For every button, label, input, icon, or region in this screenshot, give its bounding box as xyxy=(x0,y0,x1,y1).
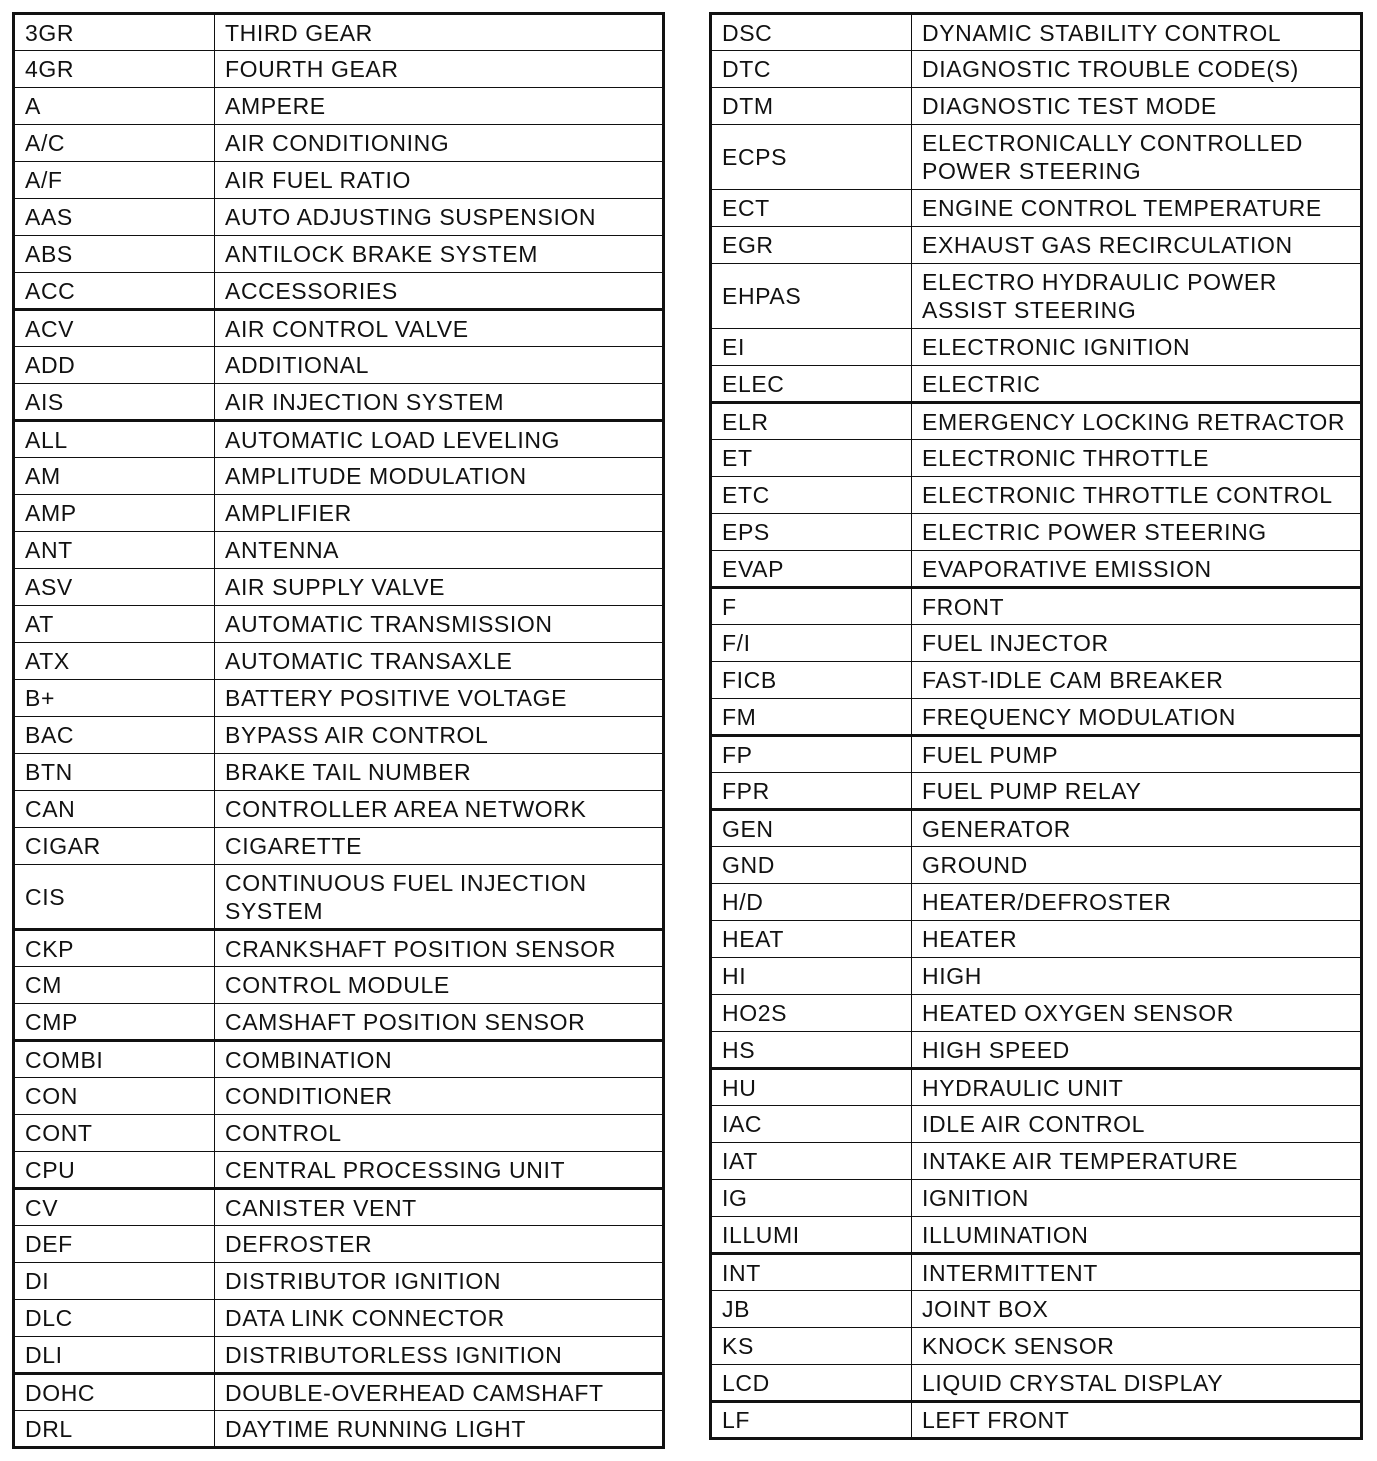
abbreviation-meaning: FUEL PUMP xyxy=(912,736,1362,773)
abbreviation-code: ALL xyxy=(14,421,215,458)
abbreviation-meaning: AUTOMATIC TRANSMISSION xyxy=(215,606,664,643)
abbreviation-meaning: AUTOMATIC LOAD LEVELING xyxy=(215,421,664,458)
table-row xyxy=(711,625,1362,662)
table-row xyxy=(711,884,1362,921)
abbreviation-meaning: ANTENNA xyxy=(215,532,664,569)
table-row xyxy=(14,791,664,828)
abbreviation-meaning: CENTRAL PROCESSING UNIT xyxy=(215,1152,664,1189)
abbreviation-code: CONT xyxy=(14,1115,215,1152)
table-row xyxy=(711,264,1362,329)
table-row xyxy=(14,1411,664,1448)
abbreviation-meaning: HIGH SPEED xyxy=(912,1032,1362,1069)
abbreviation-code: EPS xyxy=(711,514,912,551)
abbreviation-meaning: CONTROL xyxy=(215,1115,664,1152)
abbreviation-code: ETC xyxy=(711,477,912,514)
abbreviation-code: KS xyxy=(711,1328,912,1365)
table-row xyxy=(711,810,1362,847)
abbreviation-code: CAN xyxy=(14,791,215,828)
abbreviation-meaning: DAYTIME RUNNING LIGHT xyxy=(215,1411,664,1448)
abbreviation-code: ILLUMI xyxy=(711,1217,912,1254)
table-row xyxy=(711,477,1362,514)
table-row xyxy=(14,14,664,51)
table-row xyxy=(14,310,664,347)
table-row xyxy=(14,930,664,967)
table-row xyxy=(711,1291,1362,1328)
abbreviation-meaning: COMBINATION xyxy=(215,1041,664,1078)
abbreviation-code: 3GR xyxy=(14,14,215,51)
abbreviation-meaning: ELECTRONICALLY CONTROLLED POWER STEERING xyxy=(912,125,1362,190)
abbreviation-code: AM xyxy=(14,458,215,495)
table-row xyxy=(711,329,1362,366)
abbreviation-meaning: ENGINE CONTROL TEMPERATURE xyxy=(912,190,1362,227)
table-row xyxy=(14,967,664,1004)
abbreviation-meaning: GENERATOR xyxy=(912,810,1362,847)
abbreviation-code: JB xyxy=(711,1291,912,1328)
abbreviation-code: DLC xyxy=(14,1300,215,1337)
abbreviation-meaning: LEFT FRONT xyxy=(912,1402,1362,1439)
abbreviation-meaning: HEATED OXYGEN SENSOR xyxy=(912,995,1362,1032)
table-row xyxy=(14,347,664,384)
table-row xyxy=(711,514,1362,551)
abbreviation-code: BAC xyxy=(14,717,215,754)
abbreviation-meaning: FUEL PUMP RELAY xyxy=(912,773,1362,810)
table-row xyxy=(14,495,664,532)
abbreviation-meaning: BYPASS AIR CONTROL xyxy=(215,717,664,754)
abbreviation-code: H/D xyxy=(711,884,912,921)
abbreviation-meaning: CONTROL MODULE xyxy=(215,967,664,1004)
table-row xyxy=(14,1374,664,1411)
abbreviation-code: EI xyxy=(711,329,912,366)
table-row xyxy=(14,828,664,865)
abbreviation-meaning: AIR CONDITIONING xyxy=(215,125,664,162)
table-row xyxy=(711,662,1362,699)
abbreviation-code: AT xyxy=(14,606,215,643)
table-row xyxy=(14,1300,664,1337)
abbreviation-code: A/C xyxy=(14,125,215,162)
table-row xyxy=(14,199,664,236)
abbreviation-code: 4GR xyxy=(14,51,215,88)
abbreviation-meaning: AMPERE xyxy=(215,88,664,125)
table-row xyxy=(711,125,1362,190)
abbreviation-code: CON xyxy=(14,1078,215,1115)
table-row xyxy=(711,995,1362,1032)
abbreviation-meaning: ELECTRONIC THROTTLE CONTROL xyxy=(912,477,1362,514)
abbreviation-meaning: FUEL INJECTOR xyxy=(912,625,1362,662)
abbreviation-meaning: HYDRAULIC UNIT xyxy=(912,1069,1362,1106)
abbreviation-code: CV xyxy=(14,1189,215,1226)
abbreviation-meaning: FAST-IDLE CAM BREAKER xyxy=(912,662,1362,699)
abbreviation-table-right-body xyxy=(711,14,1362,1439)
abbreviation-code: AMP xyxy=(14,495,215,532)
table-row xyxy=(14,384,664,421)
abbreviation-code: ELEC xyxy=(711,366,912,403)
abbreviation-meaning: CONTROLLER AREA NETWORK xyxy=(215,791,664,828)
abbreviation-code: HO2S xyxy=(711,995,912,1032)
abbreviation-code: ECPS xyxy=(711,125,912,190)
abbreviation-code: F xyxy=(711,588,912,625)
abbreviation-meaning: DYNAMIC STABILITY CONTROL xyxy=(912,14,1362,51)
abbreviation-meaning: ILLUMINATION xyxy=(912,1217,1362,1254)
abbreviation-code: ELR xyxy=(711,403,912,440)
table-row xyxy=(711,958,1362,995)
abbreviation-meaning: ELECTRIC POWER STEERING xyxy=(912,514,1362,551)
abbreviation-meaning: CRANKSHAFT POSITION SENSOR xyxy=(215,930,664,967)
abbreviation-code: COMBI xyxy=(14,1041,215,1078)
abbreviation-meaning: EVAPORATIVE EMISSION xyxy=(912,551,1362,588)
abbreviation-meaning: FRONT xyxy=(912,588,1362,625)
abbreviation-meaning: AIR CONTROL VALVE xyxy=(215,310,664,347)
table-row xyxy=(14,421,664,458)
abbreviation-code: DLI xyxy=(14,1337,215,1374)
abbreviation-code: GND xyxy=(711,847,912,884)
abbreviation-meaning: CIGARETTE xyxy=(215,828,664,865)
abbreviation-meaning: CONTINUOUS FUEL INJECTION SYSTEM xyxy=(215,865,664,930)
abbreviation-code: DI xyxy=(14,1263,215,1300)
table-row xyxy=(711,1365,1362,1402)
abbreviation-meaning: EXHAUST GAS RECIRCULATION xyxy=(912,227,1362,264)
table-row xyxy=(14,680,664,717)
table-row xyxy=(711,921,1362,958)
table-row xyxy=(14,1226,664,1263)
abbreviation-meaning: GROUND xyxy=(912,847,1362,884)
abbreviation-code: LCD xyxy=(711,1365,912,1402)
table-row xyxy=(711,588,1362,625)
abbreviation-meaning: HIGH xyxy=(912,958,1362,995)
abbreviation-code: CKP xyxy=(14,930,215,967)
table-row xyxy=(711,551,1362,588)
abbreviation-code: EHPAS xyxy=(711,264,912,329)
abbreviation-meaning: ANTILOCK BRAKE SYSTEM xyxy=(215,236,664,273)
table-row xyxy=(711,1106,1362,1143)
abbreviation-code: CPU xyxy=(14,1152,215,1189)
abbreviation-code: BTN xyxy=(14,754,215,791)
abbreviation-table-left xyxy=(12,12,665,1449)
abbreviation-meaning: ELECTRONIC THROTTLE xyxy=(912,440,1362,477)
abbreviation-meaning: DATA LINK CONNECTOR xyxy=(215,1300,664,1337)
abbreviation-meaning: AUTO ADJUSTING SUSPENSION xyxy=(215,199,664,236)
abbreviation-table-right xyxy=(709,12,1363,1440)
table-row xyxy=(711,1069,1362,1106)
abbreviation-meaning: ELECTRIC xyxy=(912,366,1362,403)
abbreviation-code: HU xyxy=(711,1069,912,1106)
abbreviation-code: EGR xyxy=(711,227,912,264)
abbreviation-meaning: AIR SUPPLY VALVE xyxy=(215,569,664,606)
abbreviation-meaning: ADDITIONAL xyxy=(215,347,664,384)
abbreviation-code: DTC xyxy=(711,51,912,88)
abbreviation-code: CIGAR xyxy=(14,828,215,865)
table-row xyxy=(711,51,1362,88)
table-row xyxy=(14,125,664,162)
abbreviation-meaning: AUTOMATIC TRANSAXLE xyxy=(215,643,664,680)
table-row xyxy=(711,227,1362,264)
table-row xyxy=(14,1263,664,1300)
table-row xyxy=(14,1189,664,1226)
abbreviation-code: A xyxy=(14,88,215,125)
table-row xyxy=(711,88,1362,125)
table-row xyxy=(14,1004,664,1041)
table-row xyxy=(711,1402,1362,1439)
abbreviation-code: IG xyxy=(711,1180,912,1217)
abbreviation-code: HS xyxy=(711,1032,912,1069)
table-row xyxy=(14,51,664,88)
table-row xyxy=(14,1337,664,1374)
table-row xyxy=(14,273,664,310)
abbreviation-code: FPR xyxy=(711,773,912,810)
table-row xyxy=(14,569,664,606)
abbreviation-meaning: AMPLIFIER xyxy=(215,495,664,532)
abbreviation-code: AIS xyxy=(14,384,215,421)
table-row xyxy=(14,754,664,791)
table-row xyxy=(14,88,664,125)
abbreviation-meaning: FOURTH GEAR xyxy=(215,51,664,88)
abbreviation-code: DEF xyxy=(14,1226,215,1263)
abbreviation-meaning: AIR FUEL RATIO xyxy=(215,162,664,199)
abbreviation-meaning: DIAGNOSTIC TEST MODE xyxy=(912,88,1362,125)
abbreviation-meaning: CANISTER VENT xyxy=(215,1189,664,1226)
table-row xyxy=(711,1143,1362,1180)
table-row xyxy=(711,403,1362,440)
table-row xyxy=(14,458,664,495)
abbreviation-code: INT xyxy=(711,1254,912,1291)
abbreviation-code: HI xyxy=(711,958,912,995)
abbreviation-code: ACC xyxy=(14,273,215,310)
abbreviation-code: ASV xyxy=(14,569,215,606)
abbreviation-meaning: IDLE AIR CONTROL xyxy=(912,1106,1362,1143)
abbreviation-meaning: ELECTRONIC IGNITION xyxy=(912,329,1362,366)
abbreviation-code: ANT xyxy=(14,532,215,569)
abbreviation-meaning: HEATER xyxy=(912,921,1362,958)
abbreviation-meaning: HEATER/DEFROSTER xyxy=(912,884,1362,921)
abbreviation-code: B+ xyxy=(14,680,215,717)
table-row xyxy=(711,1254,1362,1291)
abbreviation-meaning: INTERMITTENT xyxy=(912,1254,1362,1291)
abbreviation-meaning: THIRD GEAR xyxy=(215,14,664,51)
table-row xyxy=(14,1041,664,1078)
abbreviation-code: ABS xyxy=(14,236,215,273)
abbreviation-meaning: CAMSHAFT POSITION SENSOR xyxy=(215,1004,664,1041)
abbreviation-code: LF xyxy=(711,1402,912,1439)
table-row xyxy=(711,736,1362,773)
table-row xyxy=(711,366,1362,403)
abbreviation-meaning: DEFROSTER xyxy=(215,1226,664,1263)
abbreviation-code: F/I xyxy=(711,625,912,662)
abbreviation-code: ATX xyxy=(14,643,215,680)
abbreviation-meaning: IGNITION xyxy=(912,1180,1362,1217)
abbreviation-code: DOHC xyxy=(14,1374,215,1411)
abbreviation-meaning: DOUBLE-OVERHEAD CAMSHAFT xyxy=(215,1374,664,1411)
abbreviation-code: DRL xyxy=(14,1411,215,1448)
abbreviation-code: HEAT xyxy=(711,921,912,958)
table-row xyxy=(14,532,664,569)
abbreviation-meaning: DISTRIBUTOR IGNITION xyxy=(215,1263,664,1300)
abbreviation-code: FM xyxy=(711,699,912,736)
abbreviation-meaning: ACCESSORIES xyxy=(215,273,664,310)
table-row xyxy=(711,14,1362,51)
abbreviation-meaning: AIR INJECTION SYSTEM xyxy=(215,384,664,421)
abbreviation-meaning: DISTRIBUTORLESS IGNITION xyxy=(215,1337,664,1374)
table-row xyxy=(14,1115,664,1152)
abbreviation-meaning: BRAKE TAIL NUMBER xyxy=(215,754,664,791)
table-row xyxy=(711,1032,1362,1069)
table-row xyxy=(711,699,1362,736)
table-row xyxy=(711,440,1362,477)
abbreviation-code: CIS xyxy=(14,865,215,930)
abbreviation-meaning: INTAKE AIR TEMPERATURE xyxy=(912,1143,1362,1180)
abbreviation-meaning: BATTERY POSITIVE VOLTAGE xyxy=(215,680,664,717)
abbreviation-code: EVAP xyxy=(711,551,912,588)
abbreviation-meaning: CONDITIONER xyxy=(215,1078,664,1115)
abbreviation-meaning: DIAGNOSTIC TROUBLE CODE(S) xyxy=(912,51,1362,88)
table-row xyxy=(14,236,664,273)
table-row xyxy=(14,162,664,199)
table-row xyxy=(14,606,664,643)
abbreviation-meaning: EMERGENCY LOCKING RETRACTOR xyxy=(912,403,1362,440)
abbreviation-code: CM xyxy=(14,967,215,1004)
abbreviation-code: FICB xyxy=(711,662,912,699)
abbreviation-meaning: ELECTRO HYDRAULIC POWER ASSIST STEERING xyxy=(912,264,1362,329)
abbreviation-code: GEN xyxy=(711,810,912,847)
table-row xyxy=(711,1217,1362,1254)
abbreviation-code: IAC xyxy=(711,1106,912,1143)
abbreviation-meaning: LIQUID CRYSTAL DISPLAY xyxy=(912,1365,1362,1402)
abbreviation-code: ACV xyxy=(14,310,215,347)
table-row xyxy=(711,1180,1362,1217)
abbreviation-code: ADD xyxy=(14,347,215,384)
table-row xyxy=(14,1152,664,1189)
abbreviation-code: ET xyxy=(711,440,912,477)
table-row xyxy=(14,717,664,754)
table-row xyxy=(711,190,1362,227)
abbreviation-code: A/F xyxy=(14,162,215,199)
abbreviation-code: DSC xyxy=(711,14,912,51)
abbreviation-code: DTM xyxy=(711,88,912,125)
abbreviation-code: ECT xyxy=(711,190,912,227)
table-row xyxy=(14,643,664,680)
table-row xyxy=(711,773,1362,810)
table-row xyxy=(711,1328,1362,1365)
abbreviation-table-left-body xyxy=(14,14,664,1448)
abbreviation-meaning: AMPLITUDE MODULATION xyxy=(215,458,664,495)
table-row xyxy=(14,1078,664,1115)
abbreviation-meaning: JOINT BOX xyxy=(912,1291,1362,1328)
abbreviation-meaning: FREQUENCY MODULATION xyxy=(912,699,1362,736)
abbreviation-code: FP xyxy=(711,736,912,773)
abbreviation-meaning: KNOCK SENSOR xyxy=(912,1328,1362,1365)
table-row xyxy=(14,865,664,930)
abbreviation-code: AAS xyxy=(14,199,215,236)
abbreviation-code: IAT xyxy=(711,1143,912,1180)
abbreviation-code: CMP xyxy=(14,1004,215,1041)
table-row xyxy=(711,847,1362,884)
